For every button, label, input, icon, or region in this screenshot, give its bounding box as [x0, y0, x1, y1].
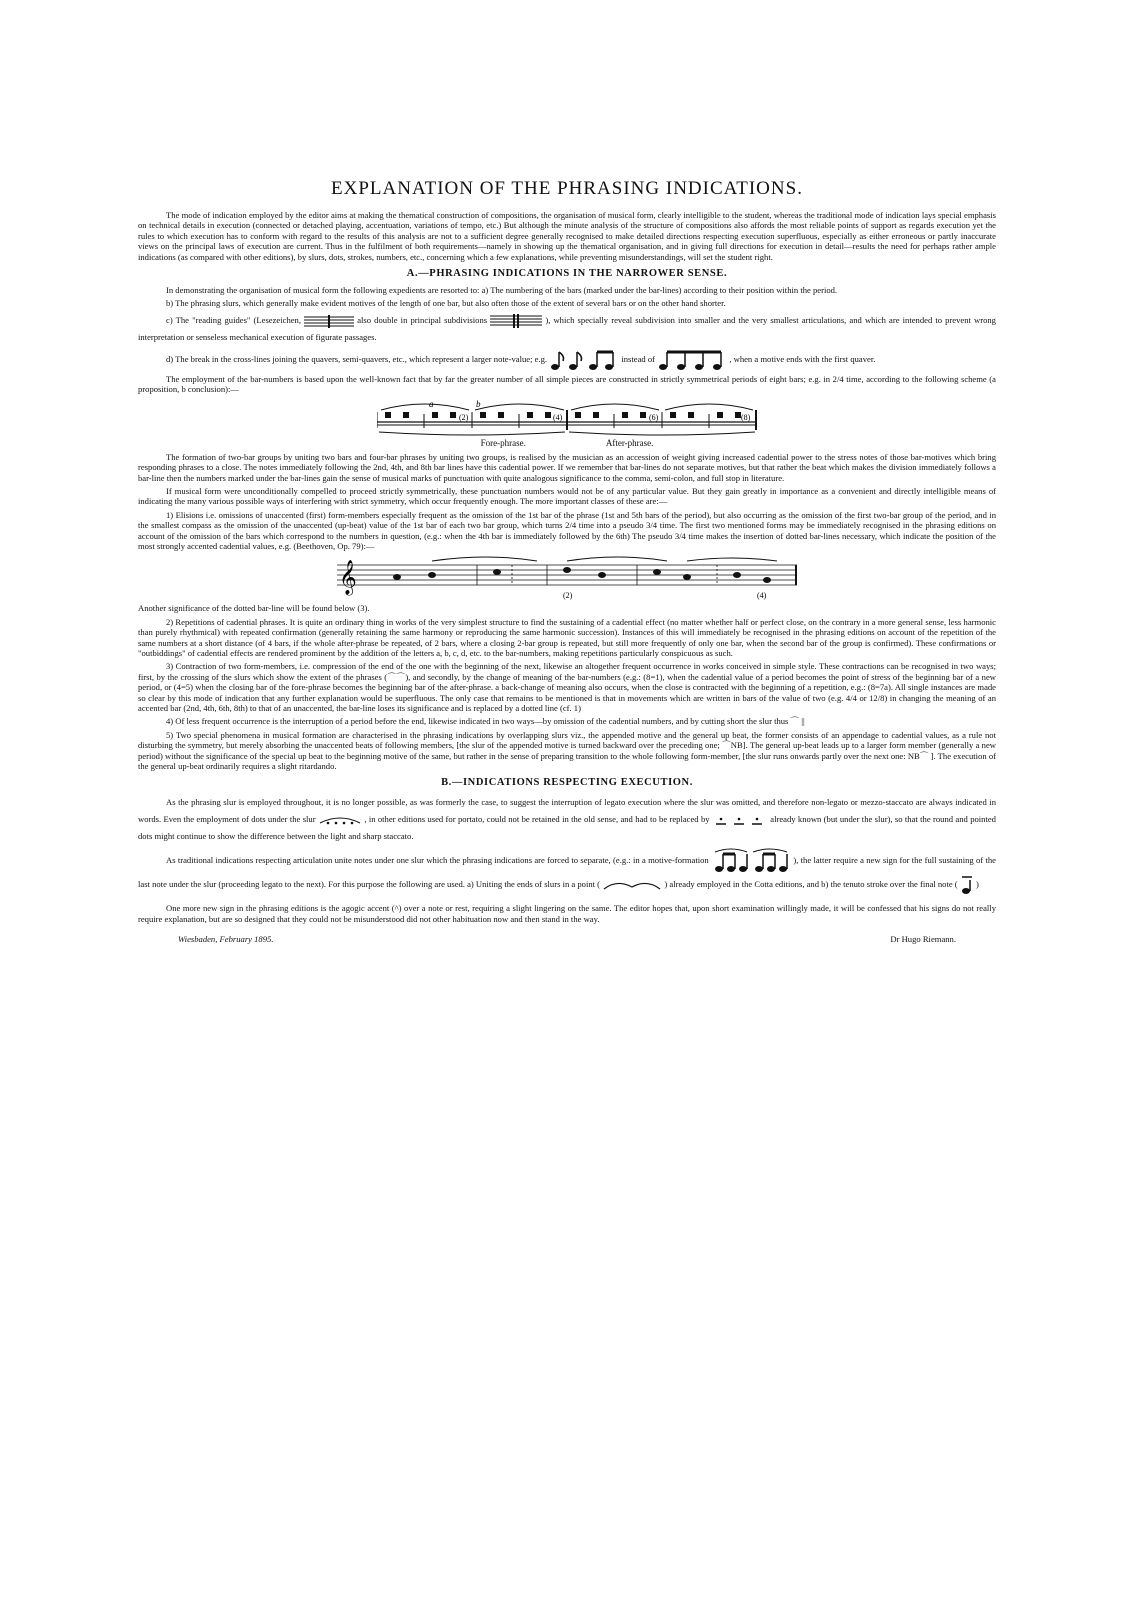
- paragraph-elisions: 1) Elisions i.e. omissions of unaccented (first) form-members especially frequent as the omission of the 1st bar of the phrase (1st and 5th bars of the period), but also occurring as the omission of the first two-bar group of the period, and in the smallest compass as the omission of the unaccented (up-beat) value of the 1st bar of each two bar group, which turns 2/4 time into a pseudo 3/4 time. The first two mentioned forms may be immediately recognised in the phrasing editions on account of the omission of the bars which correspond to the numbers in question, (e.g.: when the 4th bar is immediately followed by the 6th) The pseudo 3/4 time makes the insertion of dotted bar-lines necessary, which indicate the position of the most strongly accented cadential values, e.g. (Beethoven, Op. 79):—: [138, 509, 996, 551]
- traditional-text-4: ): [975, 879, 979, 890]
- traditional-text-2: ), the latter require a new sign for the full sustaining of the last note under the slur (proceeding legato to the next). For this purpose the following are used. a) Uniting the ends of slurs in a point (: [138, 855, 996, 890]
- example-number-2: (2): [563, 591, 573, 601]
- paragraph-a-intro: In demonstrating the organisation of musical form the following expedients are resorted to: a) The numbering of the bars (marked under the bar-lines) according to their position within the period.: [166, 285, 838, 296]
- example-number-4: (4): [757, 591, 767, 601]
- scheme-number-2: (2): [459, 412, 469, 422]
- paragraph-c-reading-guides: [138, 312, 996, 346]
- phrasing-slur-text-2: , in other editions used for portato, could not be retained in the old sense, and had to be replaced by: [364, 814, 710, 825]
- cross-lines-text-2: instead of: [621, 353, 655, 364]
- dots-under-slur-icon: [318, 813, 362, 827]
- double-reading-guide-icon: [490, 313, 542, 329]
- phrase-labels: [138, 438, 996, 448]
- scheme-number-4: (4): [553, 412, 563, 422]
- broken-beam-notes-icon: [549, 349, 619, 371]
- place-date: Wiesbaden, February 1895.: [178, 934, 274, 945]
- reading-guide-sign-icon: [304, 314, 354, 328]
- document-footer: [138, 934, 996, 944]
- paragraph-phrasing-slur: [138, 794, 996, 845]
- paragraph-two-bar-groups: The formation of two-bar groups by uniting two bars and four-bar phrases by uniting two groups, is realised by the musician as an accession of weight giving increased cadential power to the stress notes of those bar-motives which bring responding phrases to a close. The notes immediately following the 2nd, 4th, and 8th bar lines have this cadential power. If we remember that bar-lines do not separate motives, but that rather the beat which makes the division immediately follows a bar-line then the numbers marked under the bar-lines gain the sense of musical marks of punctuation with quite analogous significance to the comma, semi-colon, and full stop in literature.: [138, 451, 996, 483]
- paragraph-traditional-indications: [138, 848, 996, 896]
- scheme-label-a: a: [429, 398, 434, 409]
- portato-strokes-icon: [712, 813, 768, 827]
- phrasing-slur-text-1: As the phrasing slur is employed throughout, it is no longer possible, as was formerly the case, to suggest the interruption of legato execution where the slur was omitted, and therefore non-legato or mezzo-staccato are always indicated in words. Even the employment of dots under the slur: [138, 797, 996, 825]
- section-a-heading: A.—PHRASING INDICATIONS IN THE NARROWER SENSE.: [406, 268, 728, 280]
- traditional-text-1: As traditional indications respecting articulation unite notes under one slur which the phrasing indications are forced to separate, (e.g.: in a motive-formation: [166, 855, 709, 866]
- reading-guides-text-2: also double in principal subdivisions: [357, 314, 488, 325]
- document-page: [138, 178, 996, 944]
- reading-guides-text-3: ), which specially reveal subdivision into smaller and the very smallest articulations, and which are intended to prevent wrong interpretation or senseless mechanical execution of figurate passages.: [138, 314, 996, 342]
- paragraph-bar-numbers: The employment of the bar-numbers is based upon the well-known fact that by far the greater number of all simple pieces are constructed in strictly symmetrical periods of eight bars; e.g. in 2/4 time, according to the following scheme (a proposition, b conclusion):—: [138, 373, 996, 395]
- page-title: EXPLANATION OF THE PHRASING INDICATIONS.: [331, 178, 803, 199]
- paragraph-repetitions: 2) Repetitions of cadential phrases. It is quite an ordinary thing in works of the very simplest structure to find the sustaining of a cadential effect (no matter whether half or perfect close, on the contrary in a more general sense, less harmonic than purely rhythmical) with repeated confirmation (generally retaining the same harmony or reproducing the same harmonic succession). Instances of this will immediately be recognised in the phrasing editions on account of the repetition of the same numbers at a short distance (of 4 bars, if the whole after-phrase be repeated, of 2 bars, where a closing 2-bar group is repeated, but still more frequently of only one bar, when the second bar of the group is confirmed). These confirmations or "outbiddings" of cadential effects are rendered prominent by the addition of the letters a, b, c, d, etc. to the bar-numbers, making repetitions particularly conspicuous as such.: [138, 616, 996, 658]
- fore-phrase-label: Fore-phrase.: [480, 437, 526, 448]
- reading-guides-text-1: c) The "reading guides" (Lesezeichen,: [166, 314, 302, 325]
- scheme-label-b: b: [476, 398, 481, 409]
- paragraph-dotted-bar-line: Another significance of the dotted bar-line will be found below (3).: [138, 603, 370, 614]
- cross-lines-text-1: d) The break in the cross-lines joining the quavers, semi-quavers, etc., which represent a larger note-value; e.g.: [166, 353, 548, 364]
- traditional-text-3: ) already employed in the Cotta editions, and b) the tenuto stroke over the final note (: [664, 879, 958, 890]
- section-b-heading: B.—INDICATIONS RESPECTING EXECUTION.: [441, 777, 693, 789]
- beethoven-example-staff: [337, 555, 797, 601]
- cross-lines-text-3: , when a motive ends with the first quaver.: [729, 353, 876, 364]
- paragraph-symmetry: If musical form were unconditionally compelled to proceed strictly symmetrically, these punctuation numbers would not be of any particular value. But they gain greatly in importance as a convenient and directly intelligible means of indicating the many various possible ways of interfering with strict symmetry, which occur frequently enough. The more important classes of these are:—: [138, 485, 996, 507]
- author-signature: Dr Hugo Riemann.: [890, 934, 956, 945]
- paragraph-interruption: 4) Of less frequent occurrence is the interruption of a period before the end, likewise indicated in two ways—by omission of the cadential numbers, and by cutting short the slur thus ⌒ ||: [166, 716, 805, 727]
- scheme-number-6: (6): [649, 412, 659, 422]
- paragraph-agogic-accent: One more new sign in the phrasing editions is the agogic accent (^) over a note or rest, requiring a slight lingering on the same. The editor hopes that, upon short examination willingly made, it will be confessed that his signs do not really require explanation, but are so designed that they could not be misunderstood did not other habituation now and then stand in the way.: [138, 903, 996, 924]
- paragraph-d-cross-lines: [138, 349, 996, 371]
- united-slur-ends-icon: [602, 879, 662, 891]
- joined-beam-notes-icon: [657, 349, 727, 371]
- paragraph-special-phenomena: 5) Two special phenomena in musical formation are characterised in the phrasing indications by overlapping slurs viz., the appended motive and the general up beat, the former consists of an appendage to cadential values, as a rule not disturbing the symmetry, but merely absorbing the unaccented beats of following members, [the slur of the appended motive is turned backward over the preceding one; ⌒NB]. The general up-beat leads up to a larger form member (generally a new period) without the significance of the special up beat to the beginning motive of the same, but rather in the sense of preparing transition to the whole following form-member, [the slur runs onwards partly over the next one: NB⌒ ]. The execution of the general up-beat ordinarily requires a slight ritardando.: [138, 729, 996, 772]
- intro-paragraph: The mode of indication employed by the editor aims at making the thematical construction of compositions, the organisation of musical form, clearly intelligible to the student, whereas the traditional mode of indication lays special emphasis on technical details in execution (connected or detached playing, accentuation, variations of tempo, etc.) But although the minute analysis of the structure of compositions also affords the most reliable points of support as regards execution yet the rules to which execution has to conform with regard to the results of this analysis are not to a sufficient degree generally recognised to make detailed directions respecting execution superfluous, especially as either erroneous or partly inaccurate views on the principal laws of execution are current. Thus in the fulfilment of both requirements—namely in showing up the thematical organisation, and in giving full directions for execution in detail—results the need for perhaps rather ample indications (as compared with other editions), by slurs, dots, strokes, numbers, etc., concerning which a few explanations, while preventing misunderstandings, will set the student right.: [138, 210, 996, 262]
- paragraph-contraction: 3) Contraction of two form-members, i.e. compression of the end of the one with the beginning of the next, likewise an altogether frequent occurrence in works conceived in simple style. These contractions can be recognised in two ways; first, by the crossing of the slurs which show the extent of the phrases (⌒⌒), and secondly, by the change of meaning of the bar-numbers (e.g.: (8=1), when the cadential value of a period becomes the point of stress of the beginning bar of a new period, or (4=5) when the closing bar of the fore-phrase becomes the beginning bar of the after-phrase. a back-change of meaning also occurs, when the close is contracted with the beginning of a repetition, e.g.: (8=7a). All single instances are made so clear by this mode of indication that any further explanation would be superfluous. The only case that remains to be mentioned is that in movements which are written in bars of the value of two (e.g. 4/4 or 12/8) in changing the meaning of an accented bar (2nd, 4th, 6th, 8th) to that of an unaccented, the bar-line loses its significance and is replaced by a dotted line (cf. 1): [138, 661, 996, 713]
- period-scheme-diagram: [138, 398, 996, 438]
- scheme-number-8: (8): [741, 412, 751, 422]
- period-scheme-staff: [377, 398, 757, 438]
- treble-clef-icon: 𝄞: [339, 560, 357, 596]
- phrasing-slur-text-3: already known (but under the slur), so that the round and pointed dots might continue to show the difference between the light and sharp staccato.: [138, 814, 996, 842]
- motive-formation-notes-icon: [711, 848, 791, 874]
- scheme-notes: [385, 412, 741, 418]
- after-phrase-label: After-phrase.: [605, 437, 654, 448]
- tenuto-note-icon: [960, 874, 974, 896]
- paragraph-b-slurs: b) The phrasing slurs, which generally make evident motives of the length of one bar, but also often those of the extent of several bars or on the other hand shorter.: [166, 298, 726, 309]
